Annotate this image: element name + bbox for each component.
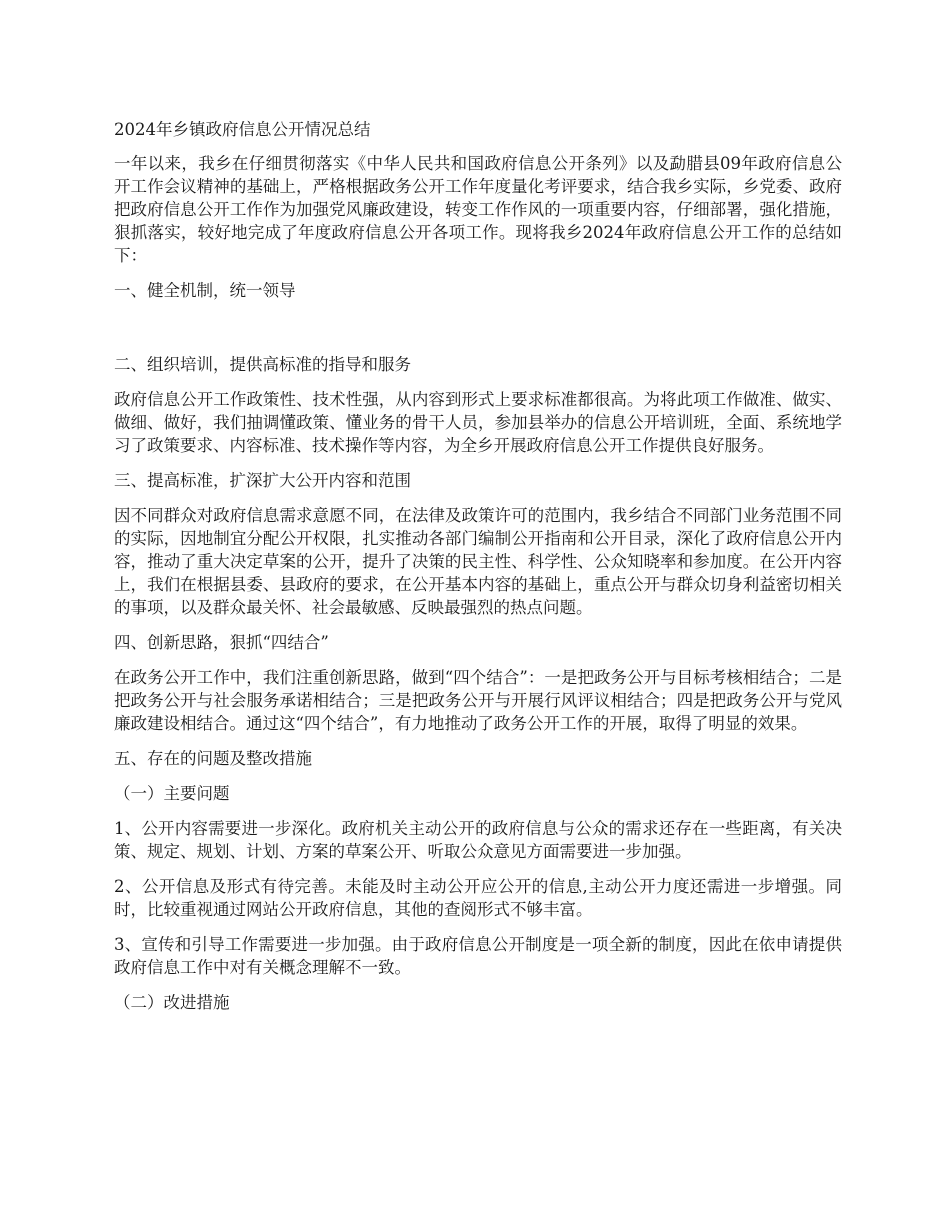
- section-3-paragraph: 因不同群众对政府信息需求意愿不同，在法律及政策许可的范围内，我乡结合不同部门业务范围不同的实际，因地制宜分配公开权限，扎实推动各部门编制公开指南和公开目录，深化了政府信息公开内容，推动了重大决定草案的公开，提升了决策的民主性、科学性、公众知晓率和参加度。在公开内容上，我们在根据县委、县政府的要求，在公开基本内容的基础上，重点公开与群众切身利益密切相关的事项，以及群众最关怀、社会最敏感、反映最强烈的热点问题。: [114, 506, 842, 617]
- blank-spacer: [114, 314, 842, 353]
- section-3-heading: 三、提高标准，扩深扩大公开内容和范围: [114, 471, 411, 490]
- problem-1-paragraph: 1、公开内容需要进一步深化。政府机关主动公开的政府信息与公众的需求还存在一些距离，有关决策、规定、规划、计划、方案的草案公开、听取公众意见方面需要进一步加强。: [114, 819, 842, 861]
- subsection-2-heading: （二）改进措施: [114, 993, 230, 1012]
- section-4-heading: 四、创新思路，狠抓“四结合”: [114, 633, 329, 652]
- problem-3-paragraph: 3、宣传和引导工作需要进一步加强。由于政府信息公开制度是一项全新的制度，因此在依申请提供政府信息工作中对有关概念理解不一致。: [114, 935, 842, 977]
- section-1-heading: 一、健全机制，统一领导: [114, 281, 296, 300]
- document-title: 2024年乡镇政府信息公开情况总结: [114, 120, 371, 139]
- subsection-1-heading: （一）主要问题: [114, 784, 230, 803]
- problem-2-paragraph: 2、公开信息及形式有待完善。未能及时主动公开应公开的信息,主动公开力度还需进一步增强。同时，比较重视通过网站公开政府信息，其他的查阅形式不够丰富。: [114, 877, 842, 919]
- section-2-heading: 二、组织培训，提供高标准的指导和服务: [114, 355, 411, 374]
- section-4-paragraph: 在政务公开工作中，我们注重创新思路，做到“四个结合”：一是把政务公开与目标考核相结合；二是把政务公开与社会服务承诺相结合；三是把政务公开与开展行风评议相结合；四是把政务公开与党风廉政建设相结合。通过这“四个结合”，有力地推动了政务公开工作的开展，取得了明显的效果。: [114, 668, 842, 733]
- section-5-heading: 五、存在的问题及整改措施: [114, 749, 312, 768]
- document-page: [114, 118, 842, 1026]
- section-2-paragraph: 政府信息公开工作政策性、技术性强，从内容到形式上要求标准都很高。为将此项工作做准、做实、做细、做好，我们抽调懂政策、懂业务的骨干人员，参加县举办的信息公开培训班，全面、系统地学习了政策要求、内容标准、技术操作等内容，为全乡开展政府信息公开工作提供良好服务。: [114, 390, 842, 455]
- intro-paragraph: 一年以来，我乡在仔细贯彻落实《中华人民共和国政府信息公开条列》以及勐腊县09年政府信息公开工作会议精神的基础上，严格根据政务公开工作年度量化考评要求，结合我乡实际，乡党委、政府把政府信息公开工作作为加强党风廉政建设，转变工作作风的一项重要内容，仔细部署，强化措施，狠抓落实，较好地完成了年度政府信息公开各项工作。现将我乡2024年政府信息公开工作的总结如下：: [114, 154, 842, 265]
